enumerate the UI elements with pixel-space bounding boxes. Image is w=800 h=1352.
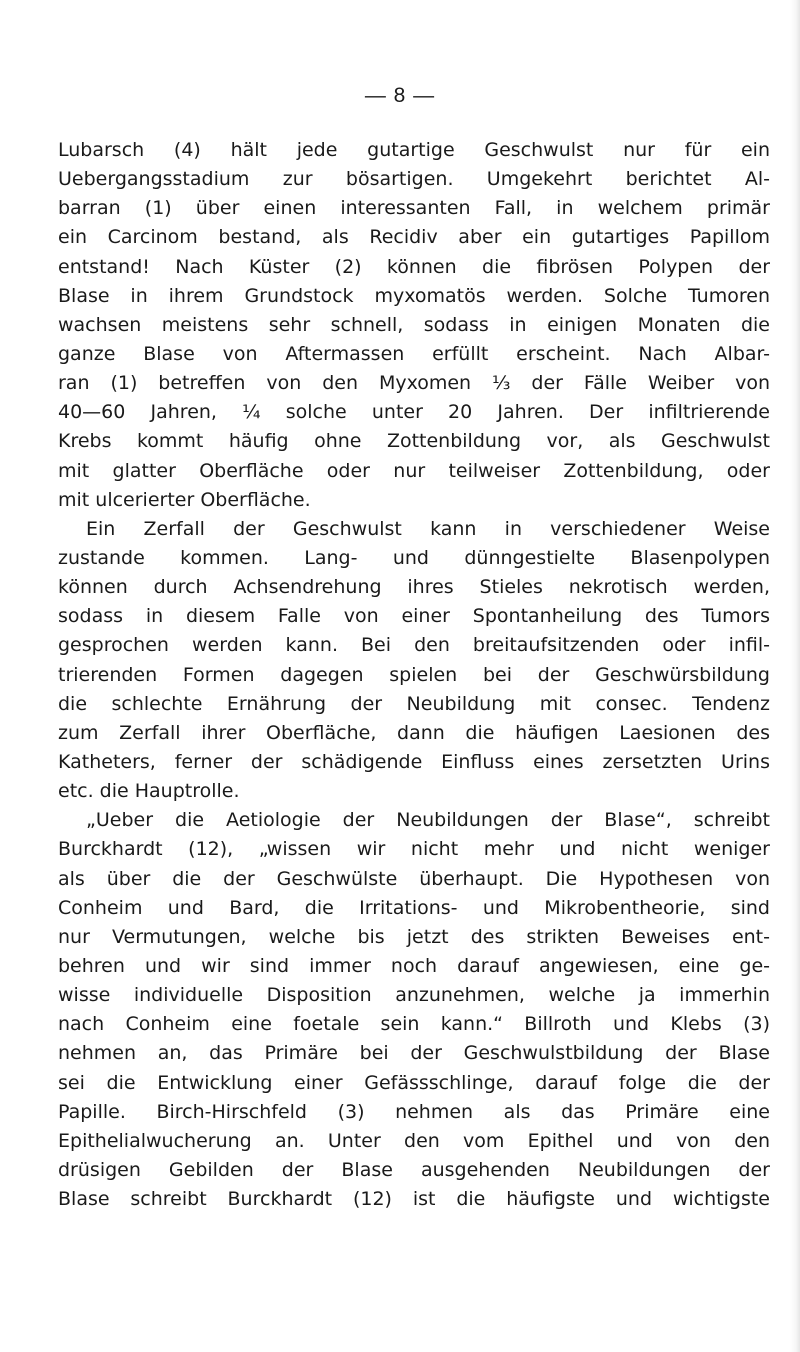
page-edge-shadow [790,0,800,1352]
text-line: Ein Zerfall der Geschwulst kann in verschiedener Weise [86,517,770,540]
text-line: nach Conheim eine foetale sein kann.“ Billroth und Klebs (3) [58,1013,770,1036]
text-line: ein Carcinom bestand, als Recidiv aber ein gutartiges Papillom [58,226,770,249]
text-line: drüsigen Gebilden der Blase ausgehenden Neubildungen der [58,1158,770,1181]
text-line: Uebergangsstadium zur bösartigen. Umgekehrt berichtet Al- [58,168,770,191]
text-line: Krebs kommt häufig ohne Zottenbildung vor, als Geschwulst [58,430,770,453]
text-line: wachsen meistens sehr schnell, sodass in einigen Monaten die [58,313,770,336]
text-line: etc. die Hauptrolle. [58,780,240,803]
text-line: als über die der Geschwülste überhaupt. Die Hypothesen von [58,867,770,890]
text-line: behren und wir sind immer noch darauf angewiesen, eine ge- [58,954,770,977]
text-line: mit ulcerierter Oberfläche. [58,488,311,511]
text-line: sei die Entwicklung einer Gefässschlinge, darauf folge die der [58,1071,770,1094]
text-line: ganze Blase von Aftermassen erfüllt erscheint. Nach Albar- [58,342,770,365]
text-line: Blase schreibt Burckhardt (12) ist die häufigste und wichtigste [58,1188,770,1211]
text-line: Epithelialwucherung an. Unter den vom Epithel und von den [58,1129,770,1152]
text-line: trierenden Formen dagegen spielen bei der Geschwürsbildung [58,663,770,686]
text-line: können durch Achsendrehung ihres Stieles nekrotisch werden, [58,576,770,599]
text-line: zustande kommen. Lang- und dünngestielte Blasenpolypen [58,546,770,569]
text-line: barran (1) über einen interessanten Fall, in welchem primär [58,197,770,220]
text-line: sodass in diesem Falle von einer Spontanheilung des Tumors [58,605,770,628]
text-line: Blase in ihrem Grundstock myxomatös werden. Solche Tumoren [58,284,770,307]
text-line: zum Zerfall ihrer Oberfläche, dann die häufigen Laesionen des [58,721,770,744]
text-line: wisse individuelle Disposition anzunehmen, welche ja immerhin [58,984,770,1007]
text-line: „Ueber die Aetiologie der Neubildungen der Blase“, schreibt [86,809,770,832]
text-line: 40—60 Jahren, ¼ solche unter 20 Jahren. Der infiltrierende [58,401,770,424]
text-line: Conheim und Bard, die Irritations- und Mikrobentheorie, sind [58,896,770,919]
text-line: ran (1) betreffen von den Myxomen ⅓ der Fälle Weiber von [58,372,770,395]
text-line: entstand! Nach Küster (2) können die fibrösen Polypen der [58,255,770,278]
page-number: — 8 — [364,84,436,107]
text-line: nur Vermutungen, welche bis jetzt des strikten Beweises ent- [58,925,770,948]
text-line: Lubarsch (4) hält jede gutartige Geschwulst nur für ein [58,139,770,161]
text-line: die schlechte Ernährung der Neubildung mit consec. Tendenz [58,692,770,715]
text-line: nehmen an, das Primäre bei der Geschwulstbildung der Blase [58,1042,770,1065]
text-line: Burckhardt (12), „wissen wir nicht mehr und nicht weniger [58,838,770,861]
text-line: mit glatter Oberfläche oder nur teilweiser Zottenbildung, oder [58,459,770,482]
text-line: gesprochen werden kann. Bei den breitaufsitzenden oder infil- [58,634,770,657]
body-text [58,136,770,1214]
text-line: Katheters, ferner der schädigende Einfluss eines zersetzten Urins [58,750,770,773]
text-line: Papille. Birch-Hirschfeld (3) nehmen als das Primäre eine [58,1100,770,1123]
